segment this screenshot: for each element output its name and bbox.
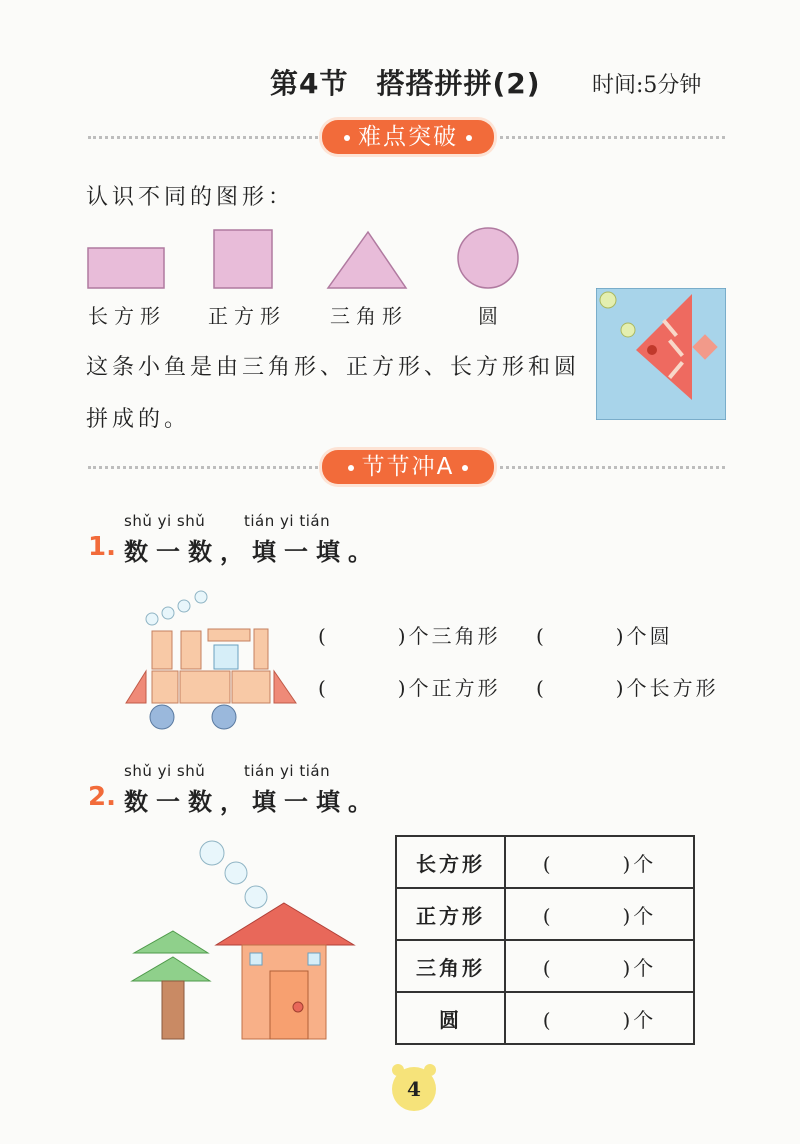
q1-blank-rectangle[interactable]: ( )个长方形 xyxy=(536,676,719,700)
table-answer-cell[interactable]: ( )个 xyxy=(505,888,694,940)
q1-number: 1. xyxy=(88,532,116,562)
fish-description-line1: 这条小鱼是由三角形、正方形、长方形和圆 xyxy=(86,355,581,380)
badge-text: 难点突破 xyxy=(358,124,458,150)
section-badge-difficulty xyxy=(322,120,494,154)
fish-description-line2: 拼成的。 xyxy=(86,407,191,432)
table-label: 三角形 xyxy=(396,940,505,992)
table-row xyxy=(396,888,694,940)
square-icon xyxy=(214,230,272,288)
shape-label-circle: 圆 xyxy=(478,304,504,328)
window-square xyxy=(250,953,262,965)
table-label: 圆 xyxy=(396,992,505,1044)
tree-triangle xyxy=(134,931,208,953)
q1-pinyin-b: tián yi tián xyxy=(244,512,331,530)
train-triangle xyxy=(126,671,146,703)
q1-text: 数一数，填一填。 xyxy=(124,538,380,566)
bubble-icon xyxy=(621,323,635,337)
smoke-circle xyxy=(146,613,158,625)
dotted-divider xyxy=(500,136,725,139)
section-title: 搭搭拼拼(2) xyxy=(376,67,541,100)
smoke-circle xyxy=(162,607,174,619)
shape-label-square: 正方形 xyxy=(208,304,286,328)
q1-blank-triangle[interactable]: ( )个三角形 xyxy=(318,624,501,648)
house-tree-picture xyxy=(128,835,363,1045)
train-rectangle xyxy=(152,631,172,669)
dotted-divider xyxy=(500,466,725,469)
table-answer-cell[interactable]: ( )个 xyxy=(505,836,694,888)
dotted-divider xyxy=(88,466,318,469)
shape-label-rectangle: 长方形 xyxy=(88,304,166,328)
q1-blank-square[interactable]: ( )个正方形 xyxy=(318,676,501,700)
fish-picture xyxy=(596,288,726,420)
table-row xyxy=(396,940,694,992)
tree-trunk-rectangle xyxy=(162,981,184,1039)
doorknob-circle xyxy=(293,1002,303,1012)
page-number: 4 xyxy=(392,1067,436,1111)
count-table xyxy=(395,835,695,1045)
table-answer-cell[interactable]: ( )个 xyxy=(505,992,694,1044)
badge-text: 节节冲A xyxy=(361,454,455,480)
table-label: 正方形 xyxy=(396,888,505,940)
triangle-icon xyxy=(328,232,406,288)
circle-icon xyxy=(458,228,518,288)
train-square xyxy=(232,671,270,703)
q1-blank-circle[interactable]: ( )个圆 xyxy=(536,624,673,648)
tree-triangle xyxy=(132,957,210,981)
q2-pinyin-b: tián yi tián xyxy=(244,762,331,780)
smoke-circle xyxy=(195,591,207,603)
train-rectangle xyxy=(181,631,201,669)
fish-eye-circle xyxy=(647,345,657,355)
train-triangle xyxy=(274,671,296,703)
train-wheel-circle xyxy=(212,705,236,729)
train-rectangle xyxy=(208,629,250,641)
time-limit: 时间:5分钟 xyxy=(592,73,702,98)
rectangle-icon xyxy=(88,248,164,288)
train-square xyxy=(214,645,238,669)
bubble-icon xyxy=(600,292,616,308)
table-row xyxy=(396,836,694,888)
page-title xyxy=(270,62,541,102)
smoke-circle xyxy=(225,862,247,884)
shape-label-triangle: 三角形 xyxy=(330,304,408,328)
dotted-divider xyxy=(88,136,318,139)
q2-text: 数一数，填一填。 xyxy=(124,788,380,816)
shapes-row xyxy=(86,226,536,296)
train-rectangle xyxy=(254,629,268,669)
table-answer-cell[interactable]: ( )个 xyxy=(505,940,694,992)
table-label: 长方形 xyxy=(396,836,505,888)
roof-triangle xyxy=(216,903,354,945)
q1-pinyin-a: shǔ yi shǔ xyxy=(124,512,206,530)
train-square xyxy=(152,671,178,703)
section-number: 第4节 xyxy=(270,67,349,100)
smoke-circle xyxy=(178,600,190,612)
smoke-circle xyxy=(245,886,267,908)
q2-number: 2. xyxy=(88,782,116,812)
window-square xyxy=(308,953,320,965)
train-wheel-circle xyxy=(150,705,174,729)
q2-pinyin-a: shǔ yi shǔ xyxy=(124,762,206,780)
table-row xyxy=(396,992,694,1044)
section-badge-practice xyxy=(322,450,494,484)
train-picture xyxy=(124,585,304,735)
train-rectangle xyxy=(180,671,230,703)
intro-text: 认识不同的图形： xyxy=(86,185,295,210)
smoke-circle xyxy=(200,841,224,865)
